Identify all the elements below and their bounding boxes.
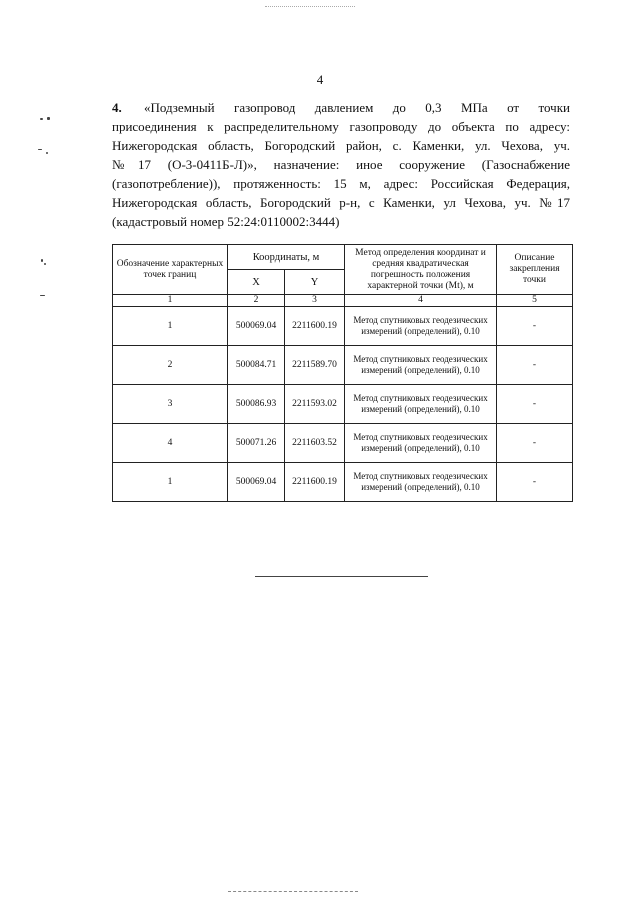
method-text: Метод спутниковых геодезических измерений (определений), 0.10	[345, 307, 497, 346]
header-method: Метод определения координат и средняя квадратическая погрешность положения характерной точки (Mt), м	[345, 245, 497, 295]
coord-y: 2211603.52	[285, 424, 345, 463]
item-description	[112, 98, 570, 231]
separator-line	[255, 576, 428, 577]
table-row	[113, 307, 573, 346]
table-row	[113, 385, 573, 424]
header-description: Описание закрепления точки	[497, 245, 573, 295]
table-row	[113, 463, 573, 502]
item-line-5: (газопотребление)), протяженность: 15 м, адрес: Российская Федерация,	[112, 176, 570, 191]
coord-x: 500086.93	[228, 385, 285, 424]
table-row	[113, 346, 573, 385]
coord-x: 500084.71	[228, 346, 285, 385]
point-id: 1	[113, 307, 228, 346]
description-text: -	[497, 424, 573, 463]
scan-footer-specks	[228, 891, 358, 895]
coord-y: 2211589.70	[285, 346, 345, 385]
description-text: -	[497, 463, 573, 502]
coord-x: 500071.26	[228, 424, 285, 463]
item-text-line: «Подземный газопровод давлением до 0,3 МПа от точки	[144, 100, 570, 115]
point-id: 3	[113, 385, 228, 424]
method-text: Метод спутниковых геодезических измерений (определений), 0.10	[345, 463, 497, 502]
item-line-2: присоединения к распределительному газопроводу до объекта по адресу:	[112, 119, 570, 134]
header-y: Y	[285, 270, 345, 295]
scan-mark	[40, 118, 43, 120]
scan-mark	[44, 263, 46, 265]
scan-mark	[41, 259, 43, 262]
column-number: 2	[228, 295, 285, 307]
method-text: Метод спутниковых геодезических измерений (определений), 0.10	[345, 346, 497, 385]
column-number: 5	[497, 295, 573, 307]
scan-header-specks	[265, 6, 355, 11]
description-text: -	[497, 346, 573, 385]
coord-y: 2211600.19	[285, 463, 345, 502]
description-text: -	[497, 307, 573, 346]
scan-mark	[38, 149, 42, 150]
column-numbers-row	[113, 295, 573, 307]
coord-x: 500069.04	[228, 463, 285, 502]
column-number: 3	[285, 295, 345, 307]
description-text: -	[497, 385, 573, 424]
header-x: X	[228, 270, 285, 295]
item-number: 4.	[112, 100, 122, 115]
item-line-1	[112, 98, 570, 117]
method-text: Метод спутниковых геодезических измерений (определений), 0.10	[345, 424, 497, 463]
scan-mark	[40, 295, 45, 296]
header-coordinates: Координаты, м	[228, 245, 345, 270]
table-row	[113, 424, 573, 463]
point-id: 1	[113, 463, 228, 502]
coord-y: 2211593.02	[285, 385, 345, 424]
coordinates-table	[112, 244, 573, 502]
item-line-3: Нижегородская область, Богородский район, с. Каменки, ул. Чехова, уч.	[112, 138, 570, 153]
column-number: 4	[345, 295, 497, 307]
header-boundary-points: Обозначение характерных точек границ	[113, 245, 228, 295]
scan-mark	[46, 152, 48, 154]
column-number: 1	[113, 295, 228, 307]
scan-mark	[47, 117, 50, 120]
page-number: 4	[316, 72, 324, 87]
coord-y: 2211600.19	[285, 307, 345, 346]
point-id: 4	[113, 424, 228, 463]
item-line-4: №17 (О-3-0411Б-Л)», назначение: иное сооружение (Газоснабжение	[112, 157, 570, 172]
item-line-6: Нижегородская область, Богородский р-н, с Каменки, ул Чехова, уч. №17	[112, 195, 570, 210]
item-line-7: (кадастровый номер 52:24:0110002:3444)	[112, 214, 340, 229]
point-id: 2	[113, 346, 228, 385]
coord-x: 500069.04	[228, 307, 285, 346]
method-text: Метод спутниковых геодезических измерений (определений), 0.10	[345, 385, 497, 424]
